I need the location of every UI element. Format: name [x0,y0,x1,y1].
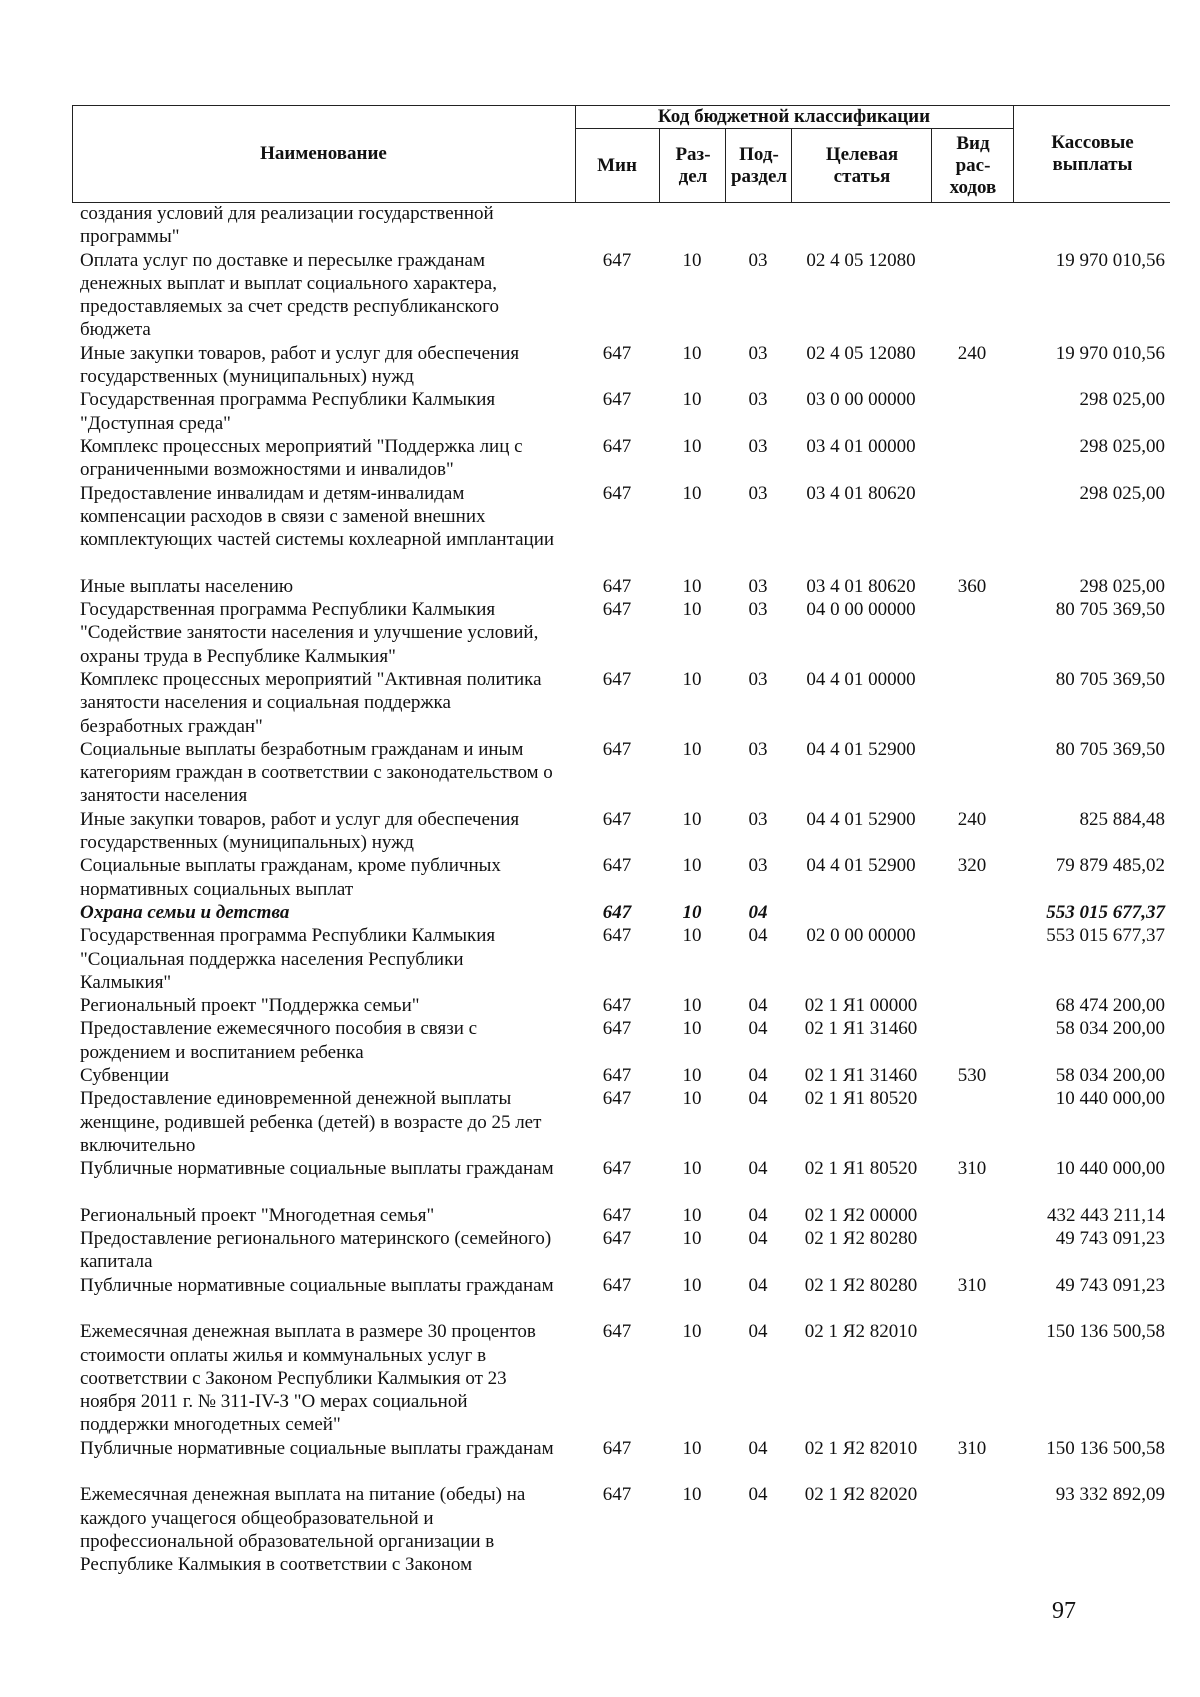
row-min: 647 [602,599,632,621]
row-amount: 58 034 200,00 [1055,1018,1165,1040]
row-name: Социальные выплаты гражданам, кроме публичных нормативных социальных выплат [80,855,501,900]
row-podrazdel: 03 [748,855,768,877]
row-min: 647 [602,249,632,271]
row-razdel: 10 [682,995,702,1017]
row-celevaya: 02 1 Я1 31460 [804,1064,918,1086]
row-celevaya: 02 4 05 12080 [806,342,916,364]
row-name: Охрана семьи и детства [80,901,290,923]
row-vid: 320 [957,855,987,877]
row-celevaya: 03 4 01 80620 [806,575,916,597]
row-vid: 310 [957,1158,987,1180]
row-celevaya: 02 4 05 12080 [806,249,916,271]
row-vid: 530 [957,1064,987,1086]
header-divider [725,129,726,202]
row-name: Иные закупки товаров, работ и услуг для обеспечения государственных (муниципальных) нужд [80,808,520,854]
row-min: 647 [602,1204,632,1226]
table-row [72,1274,1170,1321]
row-name: Иные закупки товаров, работ и услуг для обеспечения государственных (муниципальных) нужд [80,342,520,388]
row-amount: 93 332 892,09 [1055,1484,1165,1506]
row-podrazdel: 04 [748,1158,768,1180]
row-name: Ежемесячная денежная выплата на питание (обеды) на каждого учащегося общеобразовательной и профессиональной образовательной организации в Республике Калмыкия в соответствии с Законом [80,1484,526,1576]
row-min: 647 [602,1064,632,1086]
table-row [72,1227,1170,1274]
row-podrazdel: 04 [748,1088,768,1110]
row-celevaya: 02 1 Я2 00000 [804,1204,918,1226]
table-row [72,1437,1170,1484]
row-vid: 360 [957,575,987,597]
row-min: 647 [602,389,632,411]
row-amount: 298 025,00 [1079,482,1165,504]
table-row [72,482,1170,575]
row-podrazdel: 04 [748,1274,768,1296]
row-min: 647 [602,901,632,923]
row-podrazdel: 04 [748,925,768,947]
row-amount: 80 705 369,50 [1055,668,1165,690]
row-amount: 80 705 369,50 [1055,738,1165,760]
row-min: 647 [602,482,632,504]
row-podrazdel: 03 [748,808,768,830]
row-razdel: 10 [682,482,702,504]
header-razdel: Раз- дел [675,143,711,187]
row-amount: 825 884,48 [1079,808,1165,830]
table-row [72,854,1170,901]
table-row [72,249,1170,342]
row-min: 647 [602,1484,632,1506]
table-row [72,435,1170,482]
row-podrazdel: 04 [748,1484,768,1506]
row-podrazdel: 03 [748,668,768,690]
row-amount: 10 440 000,00 [1055,1088,1165,1110]
row-razdel: 10 [682,1437,702,1459]
row-min: 647 [602,1228,632,1250]
row-amount: 298 025,00 [1079,435,1165,457]
row-celevaya: 04 4 01 52900 [806,738,916,760]
row-name: Государственная программа Республики Калмыкия "Социальная поддержка населения Республики Калмыкия" [80,925,496,993]
row-podrazdel: 04 [748,995,768,1017]
row-name: Предоставление единовременной денежной выплаты женщине, родившей ребенка (детей) в возрасте до 25 лет включительно [80,1088,542,1156]
row-celevaya: 04 4 01 52900 [806,808,916,830]
row-vid: 310 [957,1274,987,1296]
row-razdel: 10 [682,668,702,690]
row-amount: 553 015 677,37 [1046,901,1165,923]
row-name: Субвенции [80,1064,170,1086]
table-row [72,1064,1170,1087]
header-vid: Вид рас- ходов [949,132,997,198]
row-name: Публичные нормативные социальные выплаты гражданам [80,1274,554,1296]
row-podrazdel: 03 [748,342,768,364]
table-row [72,1204,1170,1227]
row-razdel: 10 [682,1158,702,1180]
row-min: 647 [602,738,632,760]
row-razdel: 10 [682,1018,702,1040]
row-vid: 240 [957,342,987,364]
row-name: Региональный проект "Поддержка семьи" [80,995,420,1017]
row-razdel: 10 [682,738,702,760]
row-name: создания условий для реализации государственной программы" [80,203,494,248]
row-amount: 150 136 500,58 [1046,1437,1165,1459]
row-min: 647 [602,1018,632,1040]
table-row [72,668,1170,738]
row-razdel: 10 [682,389,702,411]
table-header [72,105,1170,203]
table-body [72,202,1170,1577]
row-amount: 49 743 091,23 [1055,1228,1165,1250]
row-min: 647 [602,808,632,830]
row-celevaya: 02 1 Я2 82010 [804,1321,918,1343]
row-name: Комплекс процессных мероприятий "Активная политика занятости населения и социальная поддержка безработных граждан" [80,668,542,737]
row-min: 647 [602,342,632,364]
row-razdel: 10 [682,1204,702,1226]
row-min: 647 [602,925,632,947]
row-celevaya: 02 1 Я2 82020 [804,1484,918,1506]
row-amount: 10 440 000,00 [1055,1158,1165,1180]
table-row [72,1157,1170,1204]
table-row [72,342,1170,389]
table-row [72,388,1170,435]
row-razdel: 10 [682,1088,702,1110]
row-razdel: 10 [682,249,702,271]
row-razdel: 10 [682,599,702,621]
header-divider [1013,106,1014,202]
row-vid: 310 [957,1437,987,1459]
row-name: Публичные нормативные социальные выплаты гражданам [80,1437,554,1459]
header-kassovye: Кассовые выплаты [1051,132,1134,175]
table-row [72,994,1170,1017]
row-podrazdel: 04 [748,1437,768,1459]
table-row [72,1320,1170,1437]
row-min: 647 [602,1274,632,1296]
row-razdel: 10 [682,901,702,923]
row-celevaya: 02 1 Я2 82010 [804,1437,918,1459]
row-name: Оплата услуг по доставке и пересылке гражданам денежных выплат и выплат социального характера, предоставляемых за счет средств республиканского бюджета [80,249,499,341]
header-celevaya: Целевая статья [825,143,899,187]
row-name: Публичные нормативные социальные выплаты гражданам [80,1158,554,1180]
row-name: Ежемесячная денежная выплата в размере 30 процентов стоимости оплаты жилья и коммунальных услуг в соответствии с Законом Республики Калмыкия от 23 ноября 2011 г. № 311-IV-З "О мерах социальной поддержки многодетных семей" [80,1321,536,1436]
row-name: Государственная программа Республики Калмыкия "Содействие занятости населения и улучшение условий, охраны труда в Республике Калмыкия" [80,599,539,667]
table-row [72,575,1170,598]
row-name: Иные выплаты населению [80,575,294,597]
table-row [72,1087,1170,1157]
row-podrazdel: 03 [748,599,768,621]
row-razdel: 10 [682,925,702,947]
row-name: Предоставление регионального материнского (семейного) капитала [80,1228,552,1273]
row-celevaya: 03 4 01 00000 [806,435,916,457]
row-celevaya: 03 4 01 80620 [806,482,916,504]
row-celevaya: 02 1 Я1 31460 [804,1018,918,1040]
row-podrazdel: 04 [748,901,768,923]
row-celevaya: 04 4 01 52900 [806,855,916,877]
row-amount: 68 474 200,00 [1055,995,1165,1017]
row-podrazdel: 04 [748,1228,768,1250]
row-celevaya: 02 1 Я1 00000 [804,995,918,1017]
row-min: 647 [602,995,632,1017]
row-podrazdel: 03 [748,738,768,760]
row-vid: 240 [957,808,987,830]
row-podrazdel: 03 [748,435,768,457]
row-podrazdel: 04 [748,1204,768,1226]
row-amount: 298 025,00 [1079,389,1165,411]
row-celevaya: 04 0 00 00000 [806,599,916,621]
row-razdel: 10 [682,1274,702,1296]
row-name: Комплекс процессных мероприятий "Поддержка лиц с ограниченными возможностями и инвалидов" [80,435,523,481]
row-celevaya: 02 1 Я2 80280 [804,1274,918,1296]
row-razdel: 10 [682,342,702,364]
row-min: 647 [602,1321,632,1343]
table-row [72,738,1170,808]
header-min: Мин [597,154,637,176]
row-celevaya: 03 0 00 00000 [806,389,916,411]
row-min: 647 [602,1088,632,1110]
row-razdel: 10 [682,1484,702,1506]
row-name: Предоставление инвалидам и детям-инвалидам компенсации расходов в связи с заменой внешних комплектующих частей системы кохлеарной имплантации [80,482,555,551]
row-amount: 49 743 091,23 [1055,1274,1165,1296]
row-celevaya: 02 0 00 00000 [806,925,916,947]
table-row [72,202,1170,249]
row-celevaya: 02 1 Я1 80520 [804,1158,918,1180]
row-podrazdel: 03 [748,249,768,271]
page-number: 97 [1052,1598,1076,1624]
header-divider [931,129,932,202]
row-amount: 298 025,00 [1079,575,1165,597]
row-razdel: 10 [682,1228,702,1250]
row-min: 647 [602,668,632,690]
row-name: Предоставление ежемесячного пособия в связи с рождением и воспитанием ребенка [80,1018,478,1063]
table-row [72,598,1170,668]
row-razdel: 10 [682,435,702,457]
row-amount: 19 970 010,56 [1055,249,1165,271]
row-podrazdel: 04 [748,1321,768,1343]
row-name: Социальные выплаты безработным гражданам и иным категориям граждан в соответствии с законодательством о занятости населения [80,738,553,807]
row-podrazdel: 04 [748,1018,768,1040]
row-min: 647 [602,435,632,457]
row-amount: 432 443 211,14 [1046,1204,1165,1226]
row-min: 647 [602,575,632,597]
row-podrazdel: 03 [748,575,768,597]
row-razdel: 10 [682,1321,702,1343]
row-celevaya: 04 4 01 00000 [806,668,916,690]
header-divider [791,129,792,202]
table-row [72,1483,1170,1576]
row-amount: 150 136 500,58 [1046,1321,1165,1343]
row-razdel: 10 [682,808,702,830]
table-row [72,901,1170,924]
row-name: Региональный проект "Многодетная семья" [80,1204,435,1226]
table-row [72,1017,1170,1064]
row-amount: 553 015 677,37 [1046,925,1165,947]
row-podrazdel: 03 [748,482,768,504]
row-min: 647 [602,1437,632,1459]
header-name: Наименование [260,143,387,164]
row-razdel: 10 [682,855,702,877]
header-divider [659,129,660,202]
row-min: 647 [602,855,632,877]
row-amount: 80 705 369,50 [1055,599,1165,621]
row-razdel: 10 [682,575,702,597]
row-amount: 79 879 485,02 [1055,855,1165,877]
row-amount: 19 970 010,56 [1055,342,1165,364]
row-celevaya: 02 1 Я2 80280 [804,1228,918,1250]
row-name: Государственная программа Республики Калмыкия "Доступная среда" [80,389,496,434]
table-row [72,808,1170,855]
header-podrazdel: Под- раздел [730,143,788,187]
table-row [72,924,1170,994]
row-celevaya: 02 1 Я1 80520 [804,1088,918,1110]
row-podrazdel: 03 [748,389,768,411]
header-kbk: Код бюджетной классификации [657,106,931,127]
row-razdel: 10 [682,1064,702,1086]
row-amount: 58 034 200,00 [1055,1064,1165,1086]
row-podrazdel: 04 [748,1064,768,1086]
row-min: 647 [602,1158,632,1180]
